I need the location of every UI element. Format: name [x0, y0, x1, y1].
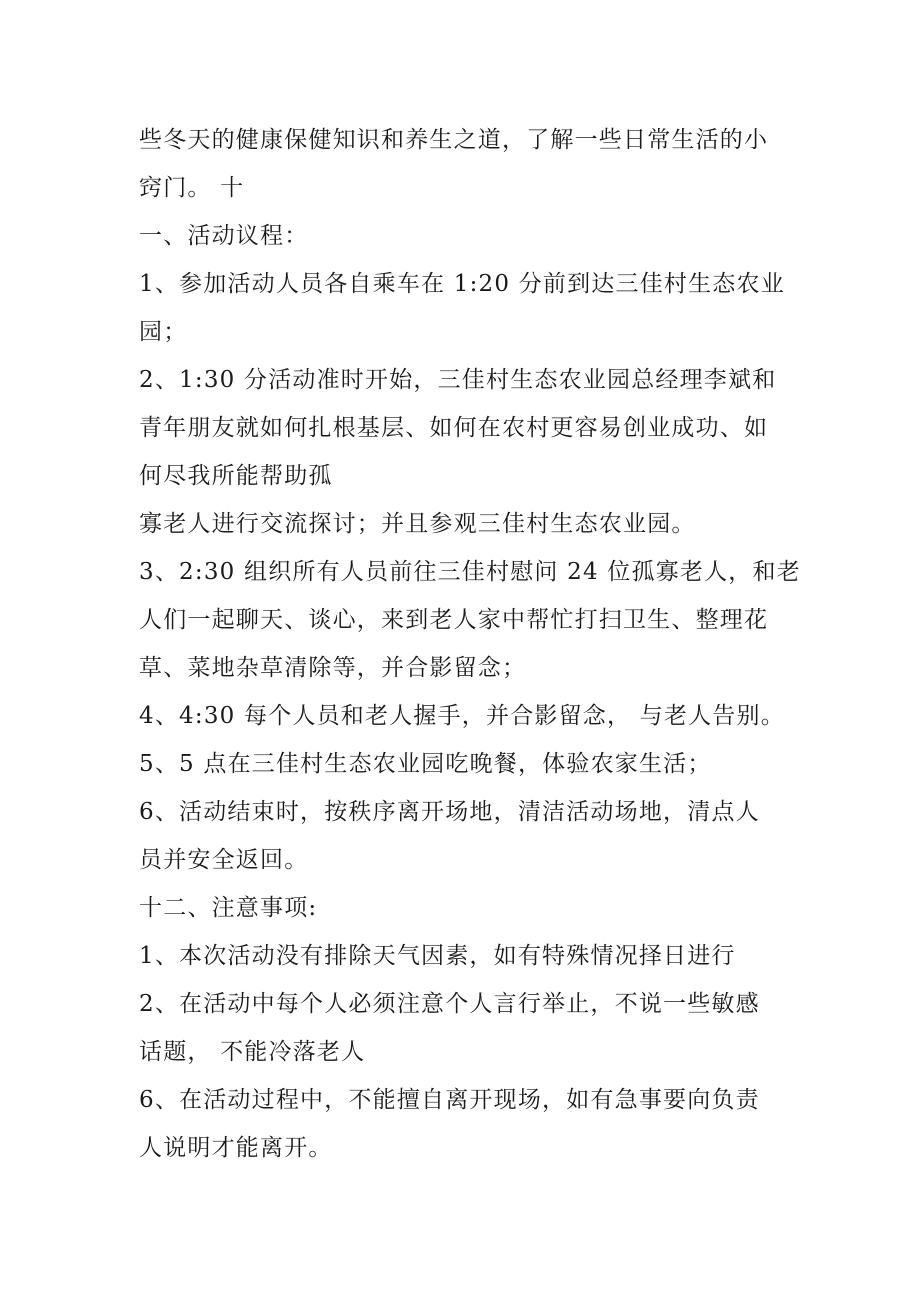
text-line: 草、菜地杂草清除等，并合影留念；	[139, 655, 527, 681]
text-line: 5、5 点在三佳村生态农业园吃晚餐，体验农家生活；	[139, 751, 712, 777]
text-line: 4、4:30 每个人员和老人握手，并合影留念， 与老人告别。	[139, 703, 785, 729]
text-line: 寡老人进行交流探讨；并且参观三佳村生态农业园。	[139, 511, 696, 537]
text-line: 2、1:30 分活动准时开始，三佳村生态农业园总经理李斌和	[139, 367, 777, 393]
text-line: 窍门。 十	[139, 175, 245, 201]
text-line: 6、活动结束时，按秩序离开场地，清洁活动场地，清点人	[139, 799, 760, 825]
text-line: 何尽我所能帮助孤	[139, 463, 333, 489]
text-line: 青年朋友就如何扎根基层、如何在农村更容易创业成功、如	[139, 415, 769, 441]
document-body	[139, 116, 801, 1172]
text-line: 人们一起聊天、谈心，来到老人家中帮忙打扫卫生、整理花	[139, 607, 769, 633]
text-line: 些冬天的健康保健知识和养生之道，了解一些日常生活的小	[139, 127, 769, 153]
section-heading-notes: 十二、注意事项:	[139, 895, 318, 921]
text-line: 园；	[139, 319, 188, 345]
text-line: 1、本次活动没有排除天气因素，如有特殊情况择日进行	[139, 943, 736, 969]
section-heading-agenda: 一、活动议程：	[139, 223, 309, 249]
text-line: 1、参加活动人员各自乘车在 1:20 分前到达三佳村生态农业	[139, 271, 785, 297]
text-line: 6、在活动过程中，不能擅自离开现场，如有急事要向负责	[139, 1087, 760, 1113]
text-line: 话题， 不能冷落老人	[139, 1039, 366, 1065]
text-line: 人说明才能离开。	[139, 1135, 333, 1161]
text-line: 3、2:30 组织所有人员前往三佳村慰问 24 位孤寡老人，和老	[139, 559, 801, 585]
text-line: 员并安全返回。	[139, 847, 309, 873]
text-line: 2、在活动中每个人必须注意个人言行举止，不说一些敏感	[139, 991, 760, 1017]
